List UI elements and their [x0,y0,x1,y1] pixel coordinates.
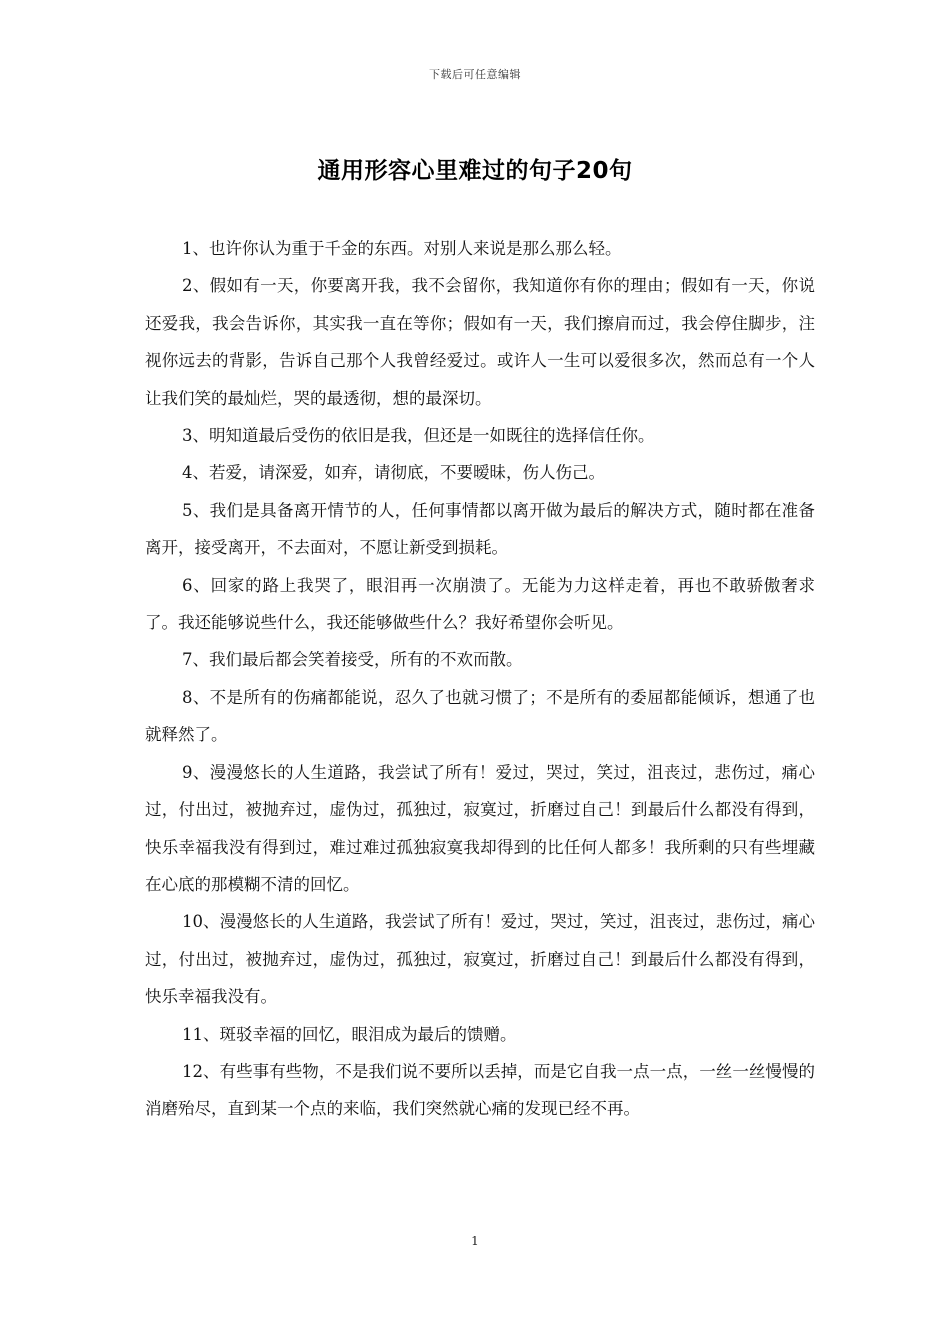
paragraph-4: 4、若爱，请深爱，如弃，请彻底，不要暧昧，伤人伤己。 [182,463,605,483]
paragraph-12: 12、有些事有些物，不是我们说不要所以丢掉，而是它自我一点一点，一丝一丝慢慢的消磨殆尽，直到某一个点的来临，我们突然就心痛的发现已经不再。 [145,1061,815,1119]
paragraph-6: 6、回家的路上我哭了，眼泪再一次崩溃了。无能为力这样走着，再也不敢骄傲奢求了。我还能够说些什么，我还能够做些什么？我好希望你会听见。 [145,575,815,633]
paragraph-10: 10、漫漫悠长的人生道路，我尝试了所有！爱过，哭过，笑过，沮丧过，悲伤过，痛心过，付出过，被抛弃过，虚伪过，孤独过，寂寞过，折磨过自己！到最后什么都没有得到，快乐幸福我没有。 [145,912,815,1007]
paragraph-5: 5、我们是具备离开情节的人，任何事情都以离开做为最后的解决方式，随时都在准备离开，接受离开，不去面对，不愿让新受到损耗。 [145,500,815,558]
page-header: 下载后可任意编辑 [429,68,521,81]
paragraph-7: 7、我们最后都会笑着接受，所有的不欢而散。 [182,650,523,670]
paragraph-3: 3、明知道最后受伤的依旧是我，但还是一如既往的选择信任你。 [182,426,655,446]
paragraph-1: 1、也许你认为重于千金的东西。对别人来说是那么那么轻。 [182,239,622,258]
paragraph-2: 2、假如有一天，你要离开我，我不会留你，我知道你有你的理由；假如有一天，你说还爱我，我会告诉你，其实我一直在等你；假如有一天，我们擦肩而过，我会停住脚步，注视你远去的背影，告诉自己那个人我曾经爱过。或许人一生可以爱很多次，然而总有一个人让我们笑的最灿烂，哭的最透彻，想的最深切。 [145,276,815,408]
page-number: 1 [471,1234,479,1248]
paragraph-11: 11、斑驳幸福的回忆，眼泪成为最后的馈赠。 [182,1024,517,1044]
document-title: 通用形容心里难过的句子20句 [317,158,633,184]
document-body [145,230,815,1128]
paragraph-9: 9、漫漫悠长的人生道路，我尝试了所有！爱过，哭过，笑过，沮丧过，悲伤过，痛心过，付出过，被抛弃过，虚伪过，孤独过，寂寞过，折磨过自己！到最后什么都没有得到，快乐幸福我没有得到过，难过难过孤独寂寞我却得到的比任何人都多！我所剩的只有些埋藏在心底的那模糊不清的回忆。 [145,762,815,894]
paragraph-8: 8、不是所有的伤痛都能说，忍久了也就习惯了；不是所有的委屈都能倾诉，想通了也就释然了。 [145,687,815,745]
